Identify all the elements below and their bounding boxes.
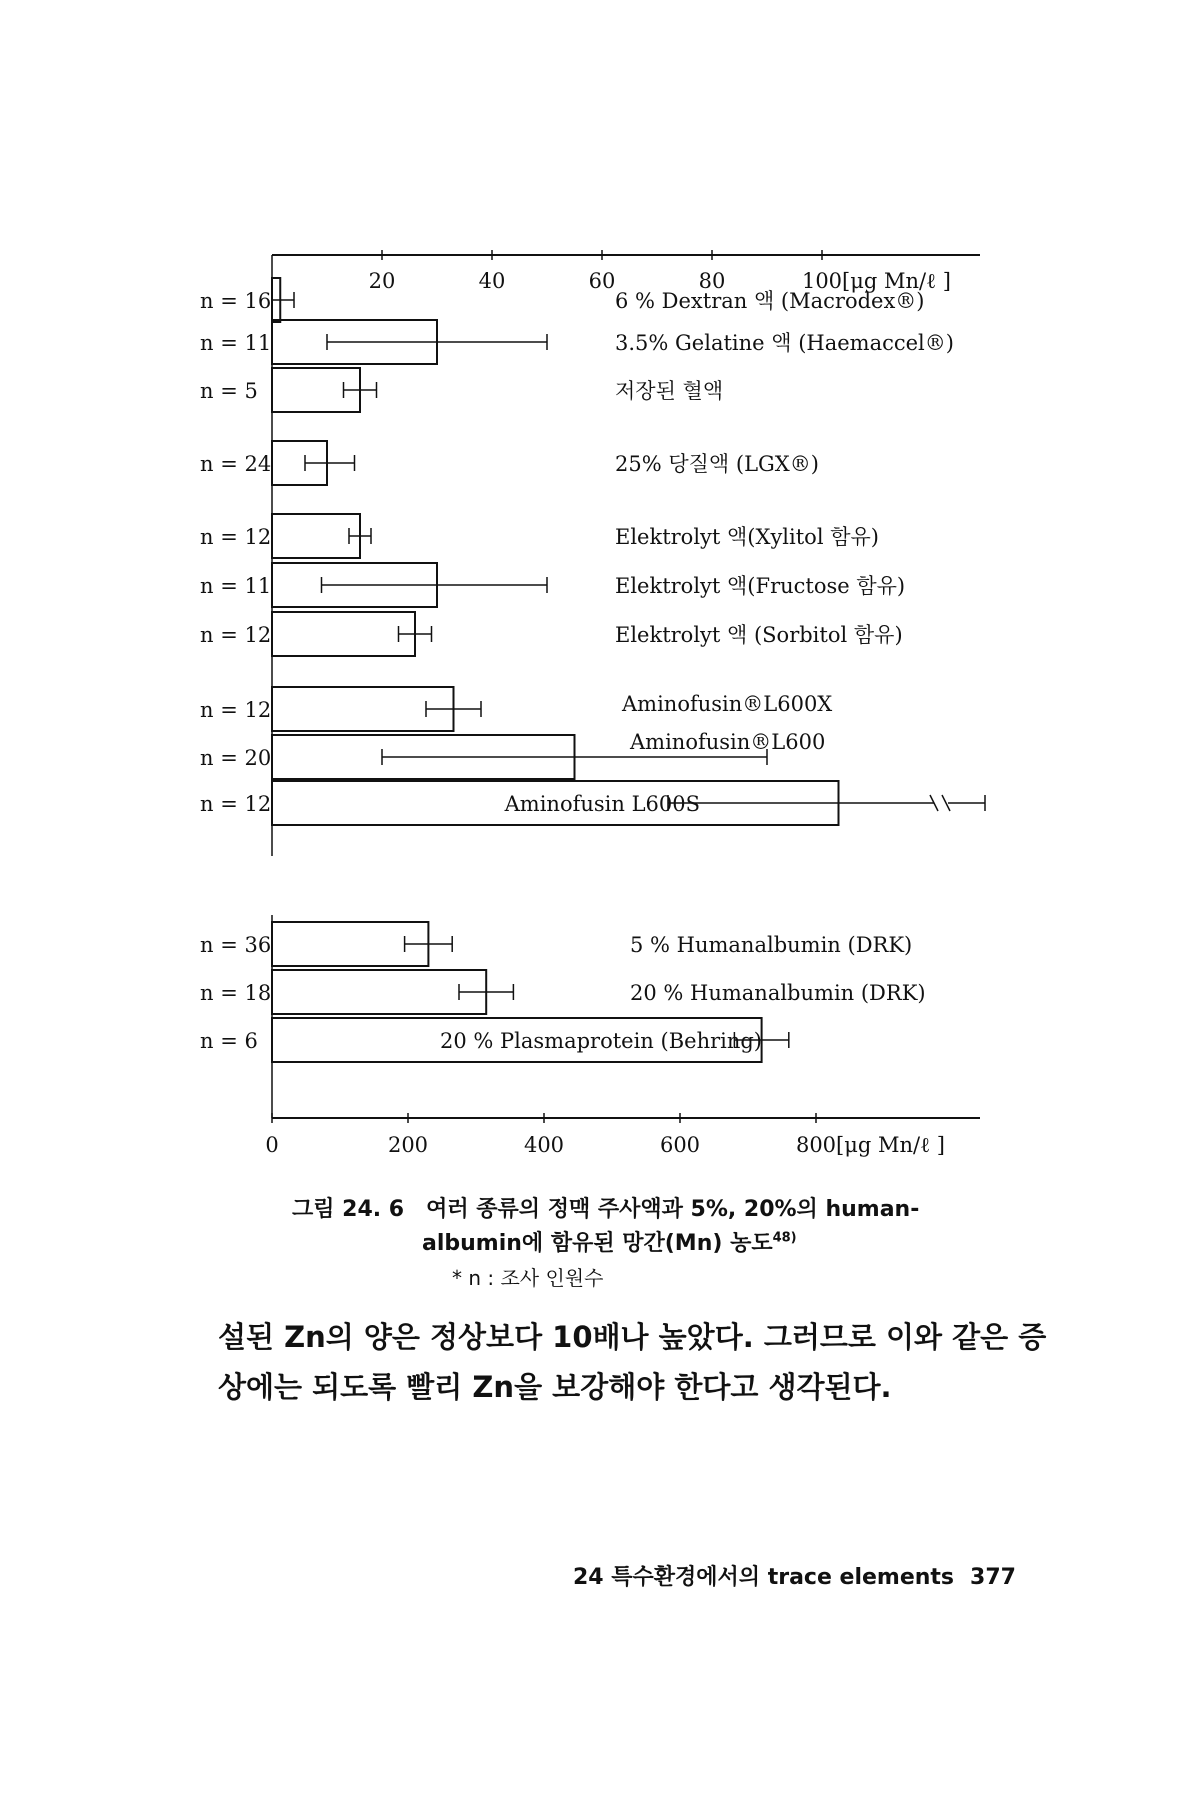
bar (272, 612, 415, 656)
body-line-1: 설된 Zn의 양은 정상보다 10배나 높았다. 그러므로 이와 같은 증 (218, 1320, 1047, 1354)
bar-category-label: Elektrolyt 액(Xylitol 함유) (615, 525, 879, 549)
top-axis-tick-label: 20 (368, 269, 396, 293)
caption-note: * n : 조사 인원수 (452, 1266, 604, 1290)
bar-category-label: 3.5% Gelatine 액 (Haemaccel®) (615, 331, 954, 355)
body-line-2: 상에는 되도록 빨리 Zn을 보강해야 한다고 생각된다. (218, 1370, 892, 1404)
chapter-title: 24 특수환경에서의 trace elements (573, 1565, 955, 1590)
bar-category-label: 저장된 혈액 (615, 379, 724, 403)
bar-category-label: Elektrolyt 액(Fructose 함유) (615, 574, 906, 598)
n-count-label: n = 12 (200, 792, 272, 816)
bottom-axis-tick-label: 600 (659, 1133, 701, 1157)
bar-category-label: 20 % Plasmaprotein (Behring) (440, 1029, 763, 1053)
caption-text-line1: 여러 종류의 정맥 주사액과 5%, 20%의 human- (426, 1197, 920, 1222)
top-axis-tick-label: 80 (698, 269, 726, 293)
bar-category-label: Aminofusin®L600X (622, 692, 833, 716)
figure-caption-line1 (292, 1192, 919, 1223)
n-count-label: n = 11 (200, 574, 272, 598)
figure-number: 그림 24. 6 (292, 1197, 405, 1222)
bar (272, 514, 360, 558)
bottom-axis-unit-label: [μg Mn/ℓ ] (836, 1133, 945, 1157)
bar-category-label: Aminofusin®L600 (630, 730, 826, 754)
figure-caption-line2 (422, 1226, 797, 1257)
n-count-label: n = 12 (200, 623, 272, 647)
bar-category-label: 6 % Dextran 액 (Macrodex®) (615, 289, 925, 313)
n-count-label: n = 11 (200, 331, 272, 355)
n-count-label: n = 5 (200, 379, 258, 403)
top-axis-tick-label: 40 (478, 269, 506, 293)
top-axis-tick-label: 100 (801, 269, 843, 293)
n-count-label: n = 20 (200, 746, 272, 770)
caption-text-line2: albumin에 함유된 망간(Mn) 농도 (422, 1231, 773, 1256)
top-axis-unit-label: [μg Mn/ℓ ] (842, 269, 951, 293)
n-count-label: n = 36 (200, 933, 272, 957)
bar-category-label: Elektrolyt 액 (Sorbitol 함유) (615, 623, 903, 647)
top-axis-tick-label: 60 (588, 269, 616, 293)
n-count-label: n = 12 (200, 698, 272, 722)
bottom-axis-tick-label: 400 (523, 1133, 565, 1157)
bottom-axis-tick-label: 800 (795, 1133, 837, 1157)
bar-category-label: 20 % Humanalbumin (DRK) (630, 981, 926, 1005)
caption-reference: 48) (772, 1230, 797, 1246)
page-number: 377 (970, 1565, 1016, 1590)
n-count-label: n = 18 (200, 981, 272, 1005)
n-count-label: n = 16 (200, 289, 272, 313)
n-count-label: n = 12 (200, 525, 272, 549)
bottom-axis-tick-label: 200 (387, 1133, 429, 1157)
n-count-label: n = 6 (200, 1029, 258, 1053)
bar-category-label: 5 % Humanalbumin (DRK) (630, 933, 913, 957)
page-footer (573, 1560, 1016, 1591)
body-paragraph (218, 1312, 1047, 1412)
bottom-axis-tick-label: 0 (265, 1133, 279, 1157)
bar-category-label: Aminofusin L600S (504, 792, 700, 816)
n-count-label: n = 24 (200, 452, 272, 476)
bar (272, 970, 486, 1014)
bar-category-label: 25% 당질액 (LGX®) (615, 452, 819, 476)
